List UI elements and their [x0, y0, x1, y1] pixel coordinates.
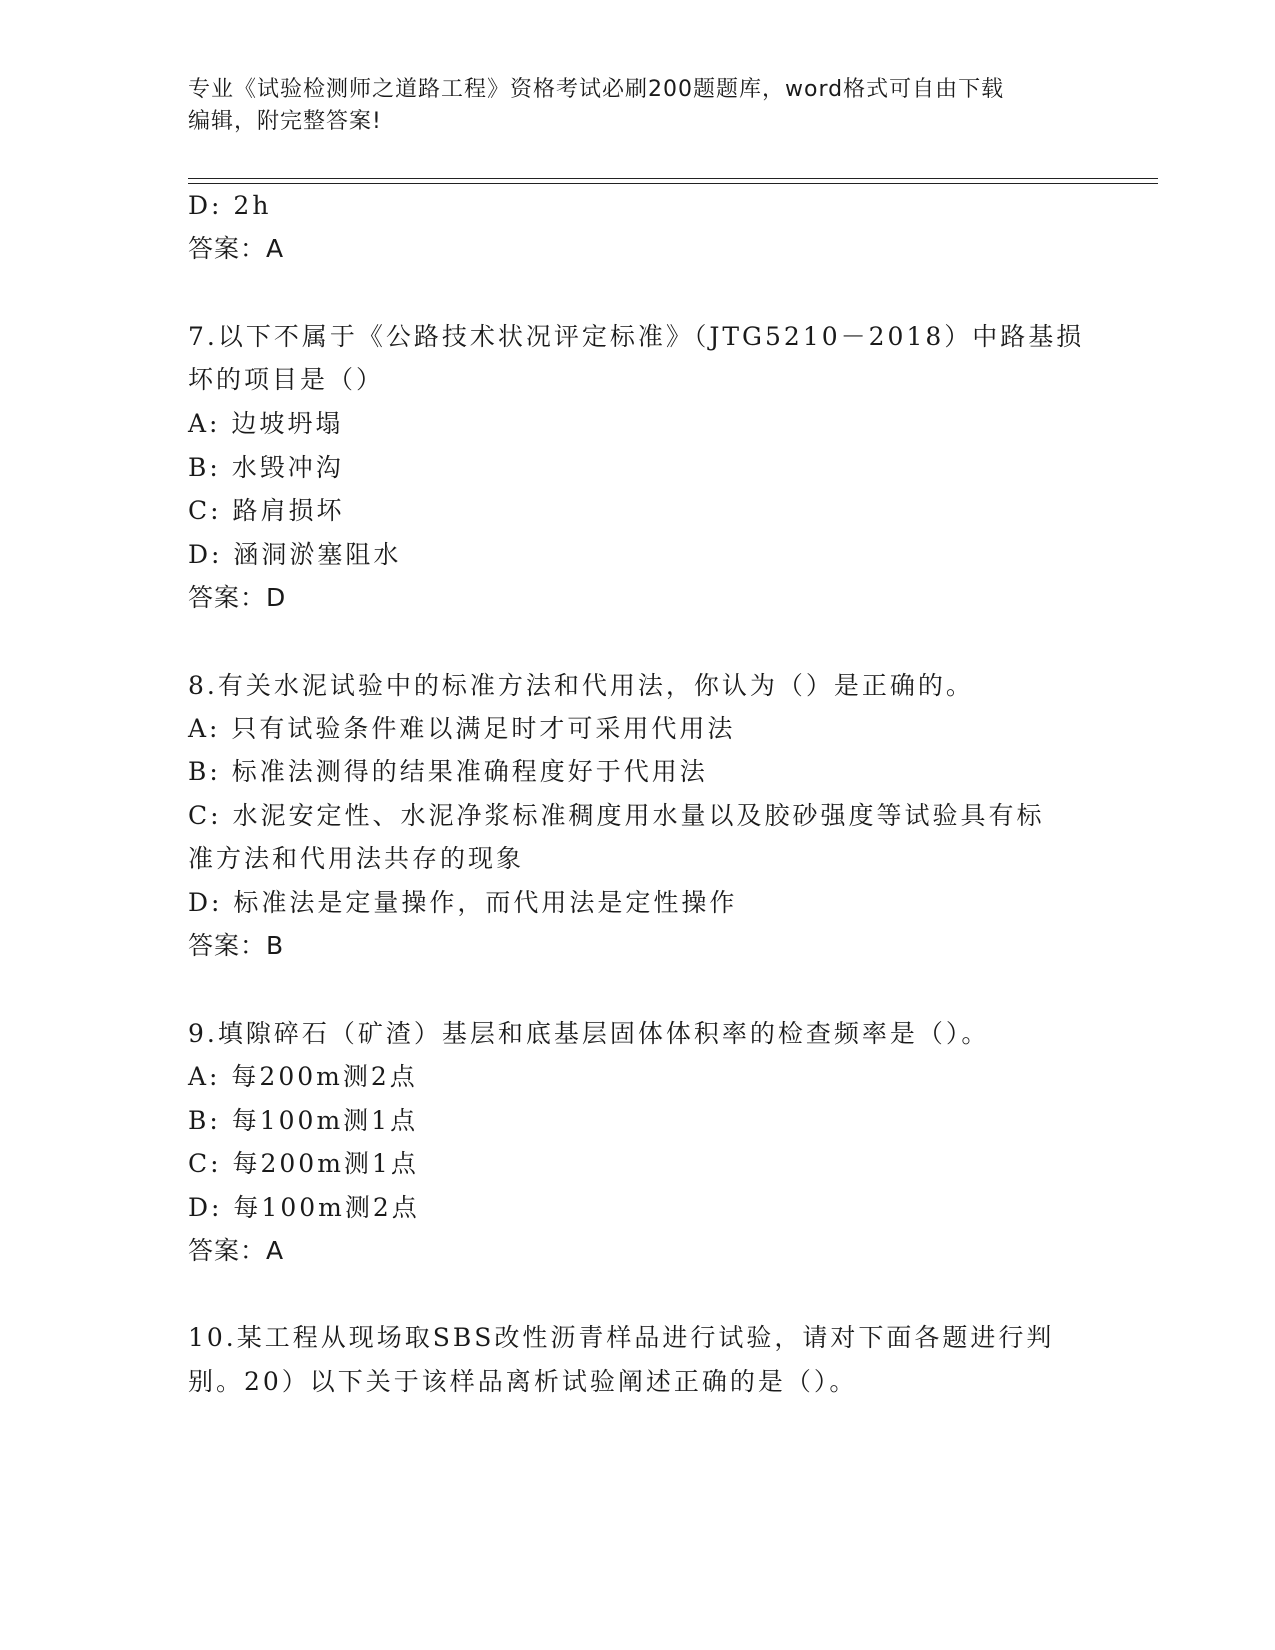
q10-stem-line-1: 10.某工程从现场取SBS改性沥青样品进行试验，请对下面各题进行判 [188, 1323, 1055, 1352]
q9-option-d: D: 每100m测2点 [188, 1193, 420, 1222]
q9-option-a: A: 每200m测2点 [188, 1062, 418, 1091]
q8-answer: 答案：B [188, 931, 285, 960]
q9-option-c: C: 每200m测1点 [188, 1149, 419, 1178]
q8-option-c-line-2: 准方法和代用法共存的现象 [188, 844, 525, 873]
q8-option-d: D: 标准法是定量操作，而代用法是定性操作 [188, 888, 738, 917]
header-divider-top [188, 178, 1158, 179]
q8-option-a: A: 只有试验条件难以满足时才可采用代用法 [188, 714, 736, 743]
header-line-1: 专业《试验检测师之道路工程》资格考试必刷200题题库，word格式可自由下载 [188, 77, 1005, 102]
q9-option-b: B: 每100m测1点 [188, 1106, 419, 1135]
q6-answer: 答案：A [188, 234, 285, 263]
q9-answer: 答案：A [188, 1236, 285, 1265]
q7-stem-line-2: 坏的项目是（） [188, 365, 385, 394]
q7-answer: 答案：D [188, 583, 287, 612]
header-line-2: 编辑，附完整答案! [188, 109, 382, 134]
q7-option-b: B: 水毁冲沟 [188, 453, 344, 482]
q7-option-a: A: 边坡坍塌 [188, 409, 344, 438]
page-header [188, 74, 1088, 138]
q7-stem-line-1: 7.以下不属于《公路技术状况评定标准》（JTG5210－2018）中路基损 [188, 322, 1085, 351]
q8-option-c-line-1: C: 水泥安定性、水泥净浆标准稠度用水量以及胶砂强度等试验具有标 [188, 801, 1045, 830]
q7-option-c: C: 路肩损坏 [188, 496, 345, 525]
q7-option-d: D: 涵洞淤塞阻水 [188, 540, 402, 569]
header-divider-bottom [188, 183, 1158, 184]
q10-stem-line-2: 别。20）以下关于该样品离析试验阐述正确的是（）。 [188, 1367, 858, 1396]
q8-stem: 8.有关水泥试验中的标准方法和代用法，你认为（）是正确的。 [188, 671, 974, 700]
q8-option-b: B: 标准法测得的结果准确程度好于代用法 [188, 757, 708, 786]
q6-option-d: D: 2h [188, 191, 272, 220]
q9-stem: 9.填隙碎石（矿渣）基层和底基层固体体积率的检查频率是（）。 [188, 1019, 990, 1048]
